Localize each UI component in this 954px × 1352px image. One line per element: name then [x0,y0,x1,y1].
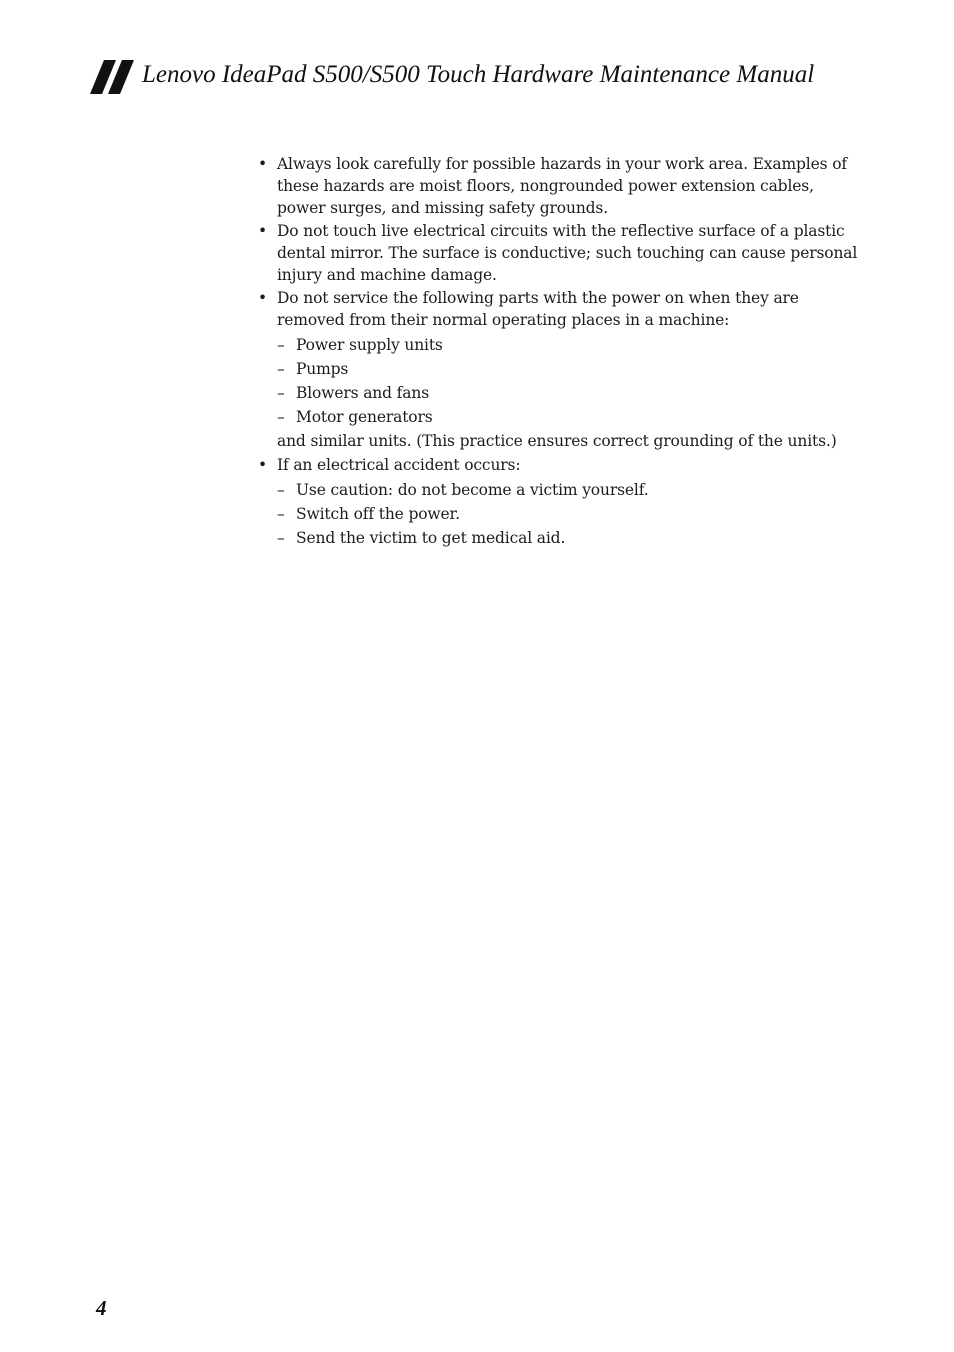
bullet-marker: • [258,155,267,173]
list-item-text: Do not touch live electrical circuits with the reflective surface of a plastic dental mirror. The surface is conductive; such touching can cause personal injury and machine damage. [277,222,858,284]
list-item [258,153,858,219]
list-item-text: If an electrical accident occurs: [277,456,521,474]
sublist-item-text: Send the victim to get medical aid. [296,529,566,547]
sublist-item-text: Power supply units [296,336,443,354]
bullet-marker: • [258,222,267,240]
sublist-item [277,381,858,405]
sublist-item-text: Pumps [296,360,349,378]
sublist-item [277,502,858,526]
dash-marker: – [277,505,285,523]
sublist-item-text: Motor generators [296,408,433,426]
dash-marker: – [277,408,285,426]
dash-marker: – [277,384,285,402]
list-item-text: Always look carefully for possible hazards in your work area. Examples of these hazards are moist floors, nongrounded power extension cables, power surges, and missing safety grounds. [277,155,847,217]
sublist-item [277,405,858,429]
list-item [258,454,858,550]
sublist-item-text: Blowers and fans [296,384,429,402]
bullet-marker: • [258,456,267,474]
sublist-item [277,478,858,502]
list-item-continuation: and similar units. (This practice ensures correct grounding of the units.) [277,432,837,450]
sublist [277,478,858,550]
list-item-text: Do not service the following parts with the power on when they are removed from their normal operating places in a machine: [277,289,799,329]
dash-marker: – [277,481,285,499]
double-slash-mark-icon [90,60,136,94]
sublist-item [277,333,858,357]
sublist-item [277,526,858,550]
dash-marker: – [277,336,285,354]
list-item [258,220,858,286]
sublist-item-text: Switch off the power. [296,505,460,523]
dash-marker: – [277,529,285,547]
sublist [277,333,858,429]
page-header [90,58,910,98]
bullet-marker: • [258,289,267,307]
dash-marker: – [277,360,285,378]
sublist-item [277,357,858,381]
manual-title: Lenovo IdeaPad S500/S500 Touch Hardware Maintenance Manual [142,61,815,88]
sublist-item-text: Use caution: do not become a victim yourself. [296,481,649,499]
safety-list [258,153,858,551]
page-number: 4 [96,1296,107,1320]
list-item [258,287,858,453]
